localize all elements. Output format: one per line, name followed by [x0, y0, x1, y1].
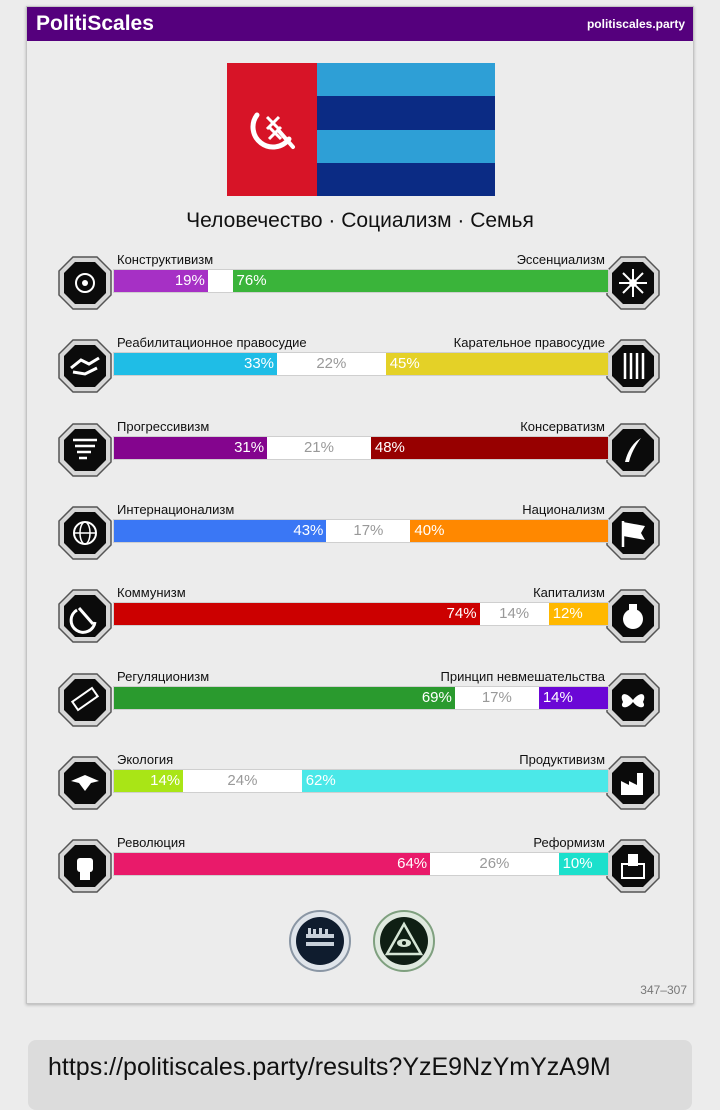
axis-right-segment: 14% — [539, 687, 608, 709]
badges — [289, 910, 439, 976]
prison-bars-icon — [605, 338, 661, 394]
axis-left-segment: 31% — [114, 437, 267, 459]
axis-right-label: Реформизм — [533, 835, 605, 851]
all-seeing-eye-badge-icon[interactable] — [373, 910, 435, 972]
axis-right-segment: 48% — [371, 437, 608, 459]
axis-neutral-segment: 17% — [481, 688, 512, 706]
flag-red-field — [227, 63, 317, 196]
axis-row — [27, 570, 693, 646]
axis-left-segment: 74% — [114, 603, 480, 625]
flag-stripe — [317, 163, 495, 196]
axis-left-label: Экология — [117, 751, 174, 767]
result-url[interactable]: https://politiscales.party/results?YzE9NzYmYzA9M — [48, 1053, 611, 1081]
results-card — [26, 6, 694, 1004]
eagle-icon — [57, 755, 113, 811]
footer-number: 347–307 — [640, 983, 687, 997]
axis-neutral-segment: 22% — [316, 355, 347, 373]
axis-right-segment: 10% — [559, 853, 608, 875]
axis-left-segment: 14% — [114, 770, 183, 792]
butterflies-icon — [605, 672, 661, 728]
flag-icon — [605, 505, 661, 561]
quill-icon — [605, 422, 661, 478]
flag — [227, 63, 495, 196]
flag-stripe — [317, 96, 495, 129]
axis-row — [27, 654, 693, 730]
slogan: Человечество · Социализм · Семья — [186, 209, 534, 232]
axis-left-label: Прогрессивизм — [117, 418, 210, 434]
url-box[interactable] — [28, 1040, 692, 1110]
axis-row — [27, 320, 693, 396]
bookshelf-badge-icon[interactable] — [289, 910, 351, 972]
hammer-sickle-emblem-icon — [227, 63, 317, 196]
axis-left-segment: 69% — [114, 687, 455, 709]
axis-right-label: Принцип невмешательства — [440, 668, 605, 684]
axis-right-label: Национализм — [522, 501, 605, 517]
ruler-icon — [57, 672, 113, 728]
axis-bar — [113, 602, 609, 626]
axis-neutral-segment — [208, 270, 233, 292]
axis-left-label: Интернационализм — [117, 501, 235, 517]
axis-right-label: Карательное правосудие — [453, 335, 605, 351]
handshake-icon — [57, 338, 113, 394]
axis-row — [27, 487, 693, 563]
flag-stripe — [317, 130, 495, 163]
factory-icon — [605, 755, 661, 811]
axis-row — [27, 737, 693, 813]
axis-right-label: Капитализм — [533, 585, 605, 601]
money-bag-icon — [605, 588, 661, 644]
axis-left-label: Регуляционизм — [117, 668, 210, 684]
axis-bar — [113, 519, 609, 543]
axis-right-label: Эссенциализм — [516, 252, 605, 267]
axis-left-label: Революция — [117, 835, 186, 851]
tornado-icon — [57, 422, 113, 478]
axis-right-label: Консерватизм — [520, 418, 605, 434]
axis-bar — [113, 352, 609, 376]
axis-right-label: Продуктивизм — [519, 751, 605, 767]
site-link[interactable]: politiscales.party — [586, 17, 685, 31]
globe-icon — [57, 505, 113, 561]
axis-right-segment: 76% — [233, 270, 608, 292]
header-bar — [27, 7, 693, 41]
axis-left-segment: 19% — [114, 270, 208, 292]
axis-row — [27, 404, 693, 480]
axis-bar — [113, 852, 609, 876]
ballot-icon — [605, 838, 661, 894]
brand-title[interactable]: PolitiScales — [36, 12, 154, 35]
axis-left-segment: 64% — [114, 853, 430, 875]
axis-left-segment: 43% — [114, 520, 326, 542]
flower-icon — [605, 255, 661, 311]
axis-bar — [113, 769, 609, 793]
axis-left-label: Реабилитационное правосудие — [117, 335, 307, 351]
axis-neutral-segment: 24% — [227, 771, 258, 789]
fist-icon — [57, 838, 113, 894]
axis-row — [27, 820, 693, 896]
axis-right-segment: 12% — [549, 603, 608, 625]
axis-neutral-segment: 14% — [499, 605, 530, 623]
axis-neutral-segment: 17% — [353, 521, 384, 539]
axis-neutral-segment: 26% — [479, 855, 510, 873]
axis-bar — [113, 436, 609, 460]
axis-right-segment: 40% — [410, 520, 608, 542]
axis-neutral-segment: 21% — [303, 438, 334, 456]
axis-left-label: Конструктивизм — [117, 252, 214, 267]
axis-left-label: Коммунизм — [117, 585, 186, 601]
eye-glyph-icon — [57, 255, 113, 311]
axis-right-segment: 45% — [386, 353, 608, 375]
axis-right-segment: 62% — [302, 770, 608, 792]
flag-stripe — [317, 63, 495, 96]
hammer-sickle-icon — [57, 588, 113, 644]
axis-row — [27, 237, 693, 313]
axis-bar — [113, 686, 609, 710]
axis-bar — [113, 269, 609, 293]
axis-left-segment: 33% — [114, 353, 277, 375]
